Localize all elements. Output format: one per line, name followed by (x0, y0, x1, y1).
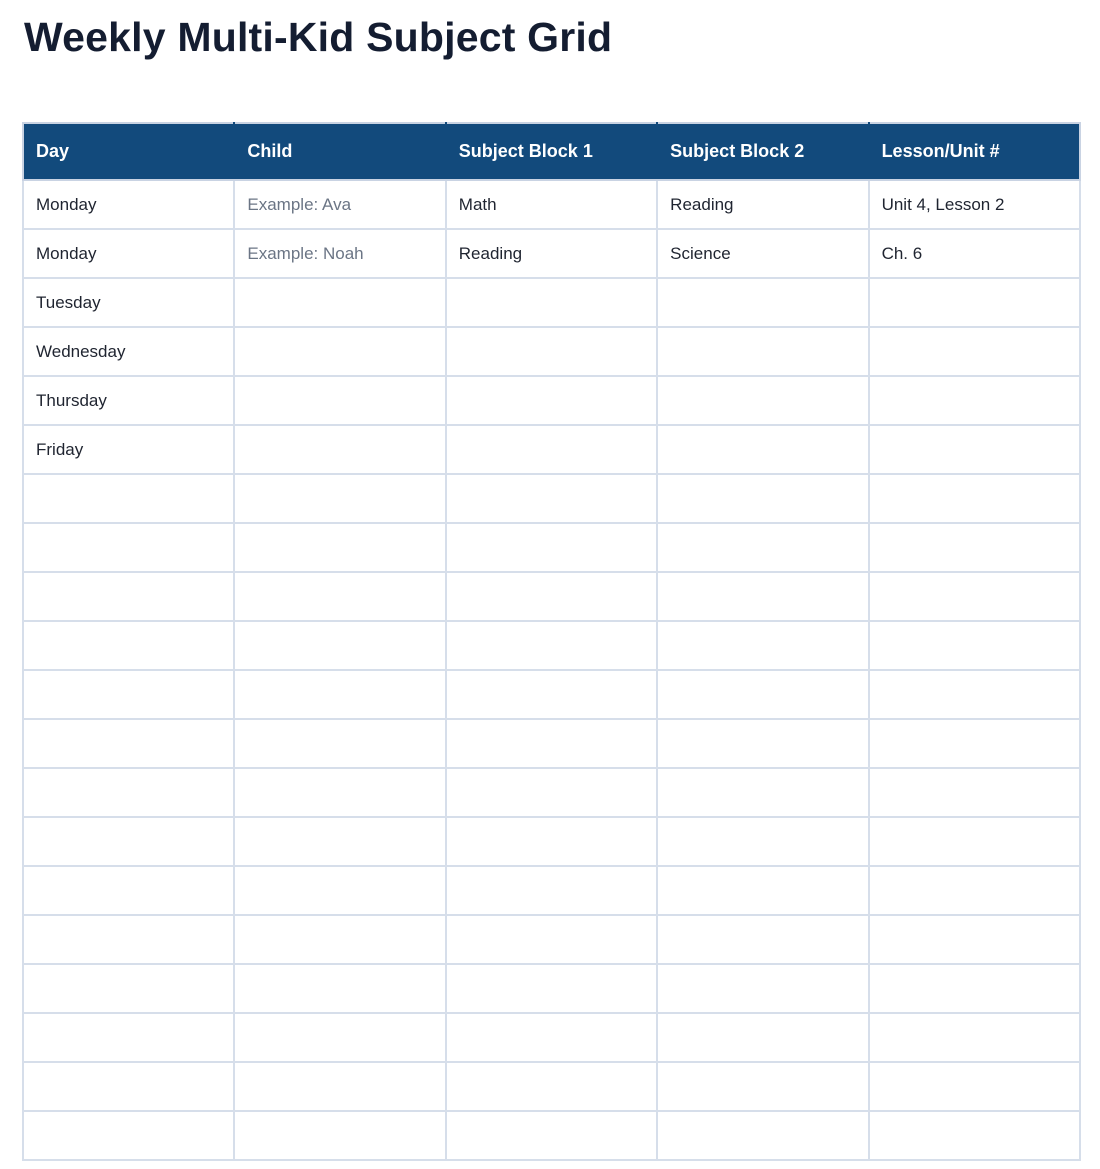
table-row (23, 866, 1080, 915)
cell-subject-block-1[interactable] (446, 964, 657, 1013)
cell-subject-block-2[interactable]: Reading (657, 180, 868, 229)
cell-day[interactable] (23, 719, 234, 768)
cell-child[interactable]: Example: Ava (234, 180, 445, 229)
cell-day[interactable] (23, 1062, 234, 1111)
cell-lesson-unit[interactable] (869, 964, 1080, 1013)
cell-child[interactable] (234, 425, 445, 474)
cell-lesson-unit[interactable] (869, 1062, 1080, 1111)
cell-subject-block-2[interactable] (657, 572, 868, 621)
table-header (23, 123, 1080, 180)
cell-subject-block-2[interactable] (657, 523, 868, 572)
cell-lesson-unit[interactable] (869, 425, 1080, 474)
cell-day[interactable] (23, 670, 234, 719)
column-header-lesson-unit: Lesson/Unit # (869, 123, 1080, 180)
cell-subject-block-1[interactable] (446, 523, 657, 572)
table-row (23, 278, 1080, 327)
cell-day[interactable]: Thursday (23, 376, 234, 425)
cell-child[interactable] (234, 376, 445, 425)
cell-lesson-unit[interactable]: Ch. 6 (869, 229, 1080, 278)
cell-subject-block-1[interactable] (446, 572, 657, 621)
cell-subject-block-2[interactable] (657, 425, 868, 474)
cell-subject-block-2[interactable] (657, 376, 868, 425)
cell-child[interactable] (234, 327, 445, 376)
cell-subject-block-2[interactable] (657, 915, 868, 964)
cell-subject-block-2[interactable] (657, 621, 868, 670)
cell-lesson-unit[interactable] (869, 670, 1080, 719)
cell-child[interactable] (234, 866, 445, 915)
cell-child[interactable] (234, 817, 445, 866)
cell-subject-block-2[interactable] (657, 278, 868, 327)
cell-lesson-unit[interactable] (869, 327, 1080, 376)
table-row (23, 425, 1080, 474)
cell-subject-block-1[interactable] (446, 278, 657, 327)
table-row (23, 915, 1080, 964)
cell-child[interactable] (234, 768, 445, 817)
cell-child[interactable] (234, 523, 445, 572)
cell-subject-block-2[interactable] (657, 1013, 868, 1062)
column-header-subject-block-2: Subject Block 2 (657, 123, 868, 180)
cell-subject-block-2[interactable] (657, 964, 868, 1013)
cell-subject-block-2[interactable] (657, 768, 868, 817)
cell-day[interactable] (23, 1013, 234, 1062)
table-row (23, 964, 1080, 1013)
table-row (23, 1111, 1080, 1160)
cell-day[interactable] (23, 523, 234, 572)
cell-subject-block-2[interactable] (657, 817, 868, 866)
cell-child[interactable] (234, 621, 445, 670)
page-title: Weekly Multi-Kid Subject Grid (24, 14, 613, 60)
cell-subject-block-1[interactable] (446, 670, 657, 719)
cell-day[interactable] (23, 768, 234, 817)
cell-subject-block-2[interactable] (657, 327, 868, 376)
cell-subject-block-2[interactable] (657, 670, 868, 719)
cell-subject-block-1[interactable] (446, 376, 657, 425)
cell-child[interactable] (234, 1013, 445, 1062)
cell-child[interactable] (234, 915, 445, 964)
cell-lesson-unit[interactable] (869, 1111, 1080, 1160)
table-row (23, 1062, 1080, 1111)
cell-lesson-unit[interactable] (869, 719, 1080, 768)
table-body (23, 180, 1080, 1160)
cell-lesson-unit[interactable] (869, 376, 1080, 425)
table-row (23, 327, 1080, 376)
table-row (23, 572, 1080, 621)
cell-child[interactable] (234, 719, 445, 768)
table-row (23, 719, 1080, 768)
cell-child[interactable] (234, 572, 445, 621)
cell-subject-block-1[interactable] (446, 768, 657, 817)
cell-subject-block-2[interactable] (657, 866, 868, 915)
column-header-child: Child (234, 123, 445, 180)
table-row (23, 229, 1080, 278)
cell-subject-block-1[interactable] (446, 719, 657, 768)
cell-day[interactable] (23, 1111, 234, 1160)
cell-day[interactable]: Monday (23, 180, 234, 229)
cell-day[interactable] (23, 817, 234, 866)
column-header-subject-block-1: Subject Block 1 (446, 123, 657, 180)
cell-lesson-unit[interactable] (869, 572, 1080, 621)
cell-day[interactable]: Monday (23, 229, 234, 278)
table-row (23, 768, 1080, 817)
cell-subject-block-1[interactable] (446, 1062, 657, 1111)
cell-subject-block-1[interactable] (446, 474, 657, 523)
cell-lesson-unit[interactable] (869, 278, 1080, 327)
cell-day[interactable] (23, 572, 234, 621)
cell-child[interactable] (234, 1062, 445, 1111)
header-row (23, 123, 1080, 180)
cell-child[interactable] (234, 964, 445, 1013)
cell-child[interactable]: Example: Noah (234, 229, 445, 278)
cell-subject-block-1[interactable] (446, 327, 657, 376)
cell-child[interactable] (234, 670, 445, 719)
cell-subject-block-2[interactable] (657, 474, 868, 523)
cell-day[interactable] (23, 964, 234, 1013)
cell-subject-block-1[interactable]: Reading (446, 229, 657, 278)
subject-grid-table (22, 122, 1081, 1161)
table-row (23, 670, 1080, 719)
cell-subject-block-1[interactable] (446, 621, 657, 670)
cell-lesson-unit[interactable] (869, 1013, 1080, 1062)
cell-subject-block-1[interactable]: Math (446, 180, 657, 229)
cell-child[interactable] (234, 474, 445, 523)
cell-subject-block-1[interactable] (446, 1111, 657, 1160)
cell-lesson-unit[interactable] (869, 915, 1080, 964)
column-header-day: Day (23, 123, 234, 180)
cell-day[interactable] (23, 866, 234, 915)
cell-lesson-unit[interactable]: Unit 4, Lesson 2 (869, 180, 1080, 229)
cell-subject-block-1[interactable] (446, 915, 657, 964)
cell-child[interactable] (234, 278, 445, 327)
cell-lesson-unit[interactable] (869, 523, 1080, 572)
cell-day[interactable]: Tuesday (23, 278, 234, 327)
cell-lesson-unit[interactable] (869, 474, 1080, 523)
cell-subject-block-2[interactable] (657, 1062, 868, 1111)
table-row (23, 474, 1080, 523)
table-row (23, 817, 1080, 866)
cell-subject-block-2[interactable] (657, 719, 868, 768)
cell-day[interactable] (23, 621, 234, 670)
cell-subject-block-1[interactable] (446, 817, 657, 866)
table-row (23, 621, 1080, 670)
table-row (23, 180, 1080, 229)
cell-day[interactable] (23, 915, 234, 964)
cell-subject-block-1[interactable] (446, 866, 657, 915)
table-row (23, 376, 1080, 425)
cell-child[interactable] (234, 1111, 445, 1160)
cell-subject-block-2[interactable] (657, 1111, 868, 1160)
cell-day[interactable]: Friday (23, 425, 234, 474)
cell-lesson-unit[interactable] (869, 621, 1080, 670)
table-row (23, 1013, 1080, 1062)
cell-day[interactable]: Wednesday (23, 327, 234, 376)
cell-subject-block-1[interactable] (446, 1013, 657, 1062)
cell-lesson-unit[interactable] (869, 866, 1080, 915)
cell-lesson-unit[interactable] (869, 817, 1080, 866)
table-row (23, 523, 1080, 572)
cell-day[interactable] (23, 474, 234, 523)
cell-subject-block-1[interactable] (446, 425, 657, 474)
cell-lesson-unit[interactable] (869, 768, 1080, 817)
cell-subject-block-2[interactable]: Science (657, 229, 868, 278)
